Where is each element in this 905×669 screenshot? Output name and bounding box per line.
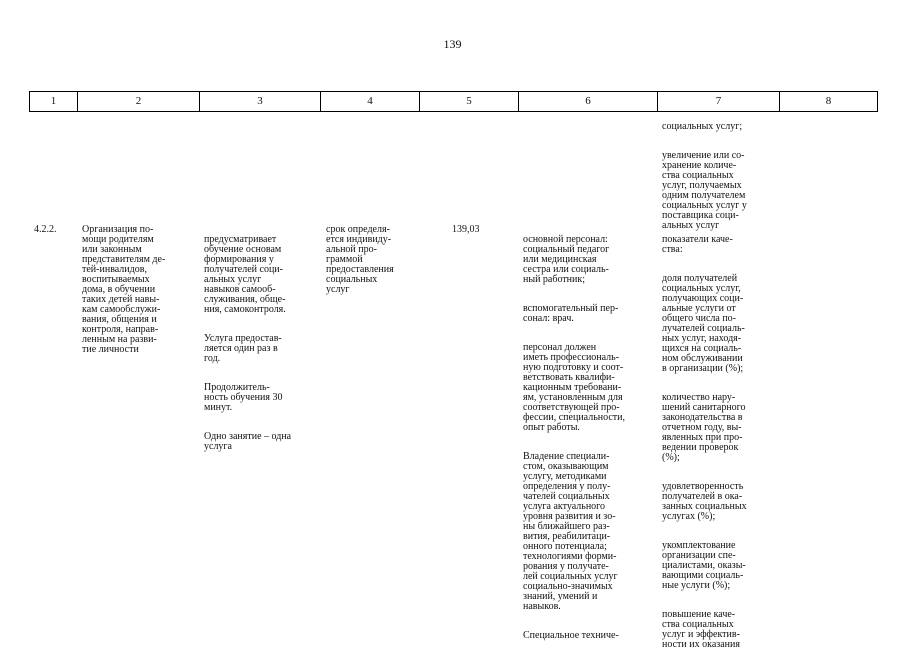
column-header-1: 1 — [30, 92, 78, 112]
service-description — [204, 225, 320, 471]
column-header-8: 8 — [780, 92, 878, 112]
conditions-paragraph: Владение специали- стом, оказывающим услугу, методиками определения у полу- чателей социальных услуга актуального уровня развития и зо- ны ближайшего раз- вития, реабилитаци- онного потенциала; технологиями форми- рования у получате- лей социальных услуг социально-значимых знаний, умений и навыков. — [523, 451, 618, 612]
description-paragraph: Одно занятие – одна услуга — [204, 431, 292, 452]
indicators-paragraph: доля получателей социальных услуг, получающих соци- альные услуги от общего числа по- лучателей социаль- ных услуг, находя- щихся на социаль- ном обслуживании в организации (%); — [662, 273, 745, 374]
column-header-row — [29, 91, 878, 112]
description-paragraph: предусматривает обучение основам формирования у получателей соци- альных услуг навыков самооб- служивания, обще- ния, самоконтроля. — [204, 234, 286, 315]
description-paragraph: Услуга предостав- ляется один раз в год. — [204, 333, 282, 364]
service-conditions — [523, 225, 657, 660]
carryover-text: увеличение или со- хранение количе- ства социальных услуг, получаемых одним получателем социальных услуг у поставщика соци- альных услуг — [662, 150, 747, 231]
conditions-paragraph: основной персонал: социальный педагог или медицинская сестра или социаль- ный работник; — [523, 234, 610, 285]
row-number: 4.2.2. — [34, 224, 57, 235]
conditions-paragraph: вспомогательный пер- сонал: врач. — [523, 303, 619, 324]
column-header-6: 6 — [519, 92, 658, 112]
page-number: 139 — [443, 37, 462, 51]
service-term: срок определя- ется индивиду- альной про- граммой предоставления социальных услуг — [326, 224, 394, 295]
service-name: Организация по- мощи родителям или законным представителям де- тей-инвалидов, воспитываемых дома, в обучении таких детей навы- кам самообслужи- вания, общения и контроля, направ- ленным на разви- тие личности — [82, 224, 166, 355]
conditions-paragraph: Специальное техниче- — [523, 630, 619, 641]
indicators-paragraph: укомплектование организации спе- циалистами, оказы- вающими социаль- ные услуги (%); — [662, 540, 746, 591]
conditions-paragraph: персонал должен иметь профессиональ- ную подготовку и соот- ветствовать квалифи- кационным требовани- ям, установленным для соответствующей про- фессии, специальности, опыт работы. — [523, 342, 626, 433]
column-header-5: 5 — [420, 92, 519, 112]
column-header-2: 2 — [78, 92, 200, 112]
description-paragraph: Продолжитель- ность обучения 30 минут. — [204, 382, 283, 413]
column-header-3: 3 — [200, 92, 321, 112]
indicators-paragraph: показатели каче- ства: — [662, 234, 733, 255]
indicators-paragraph: количество нару- шений санитарного законодательства в отчетном году, вы- явленных при про- ведении проверок (%); — [662, 392, 746, 463]
carryover-text: социальных услуг; — [662, 121, 743, 132]
service-tariff: 139,03 — [452, 224, 480, 235]
indicators-paragraph: удовлетворенность получателей в ока- занных социальных услугах (%); — [662, 481, 747, 522]
column-header-7: 7 — [658, 92, 780, 112]
column-header-4: 4 — [321, 92, 420, 112]
service-indicators — [662, 225, 778, 669]
indicators-paragraph: повышение каче- ства социальных услуг и эффектив- ности их оказания — [662, 609, 740, 650]
